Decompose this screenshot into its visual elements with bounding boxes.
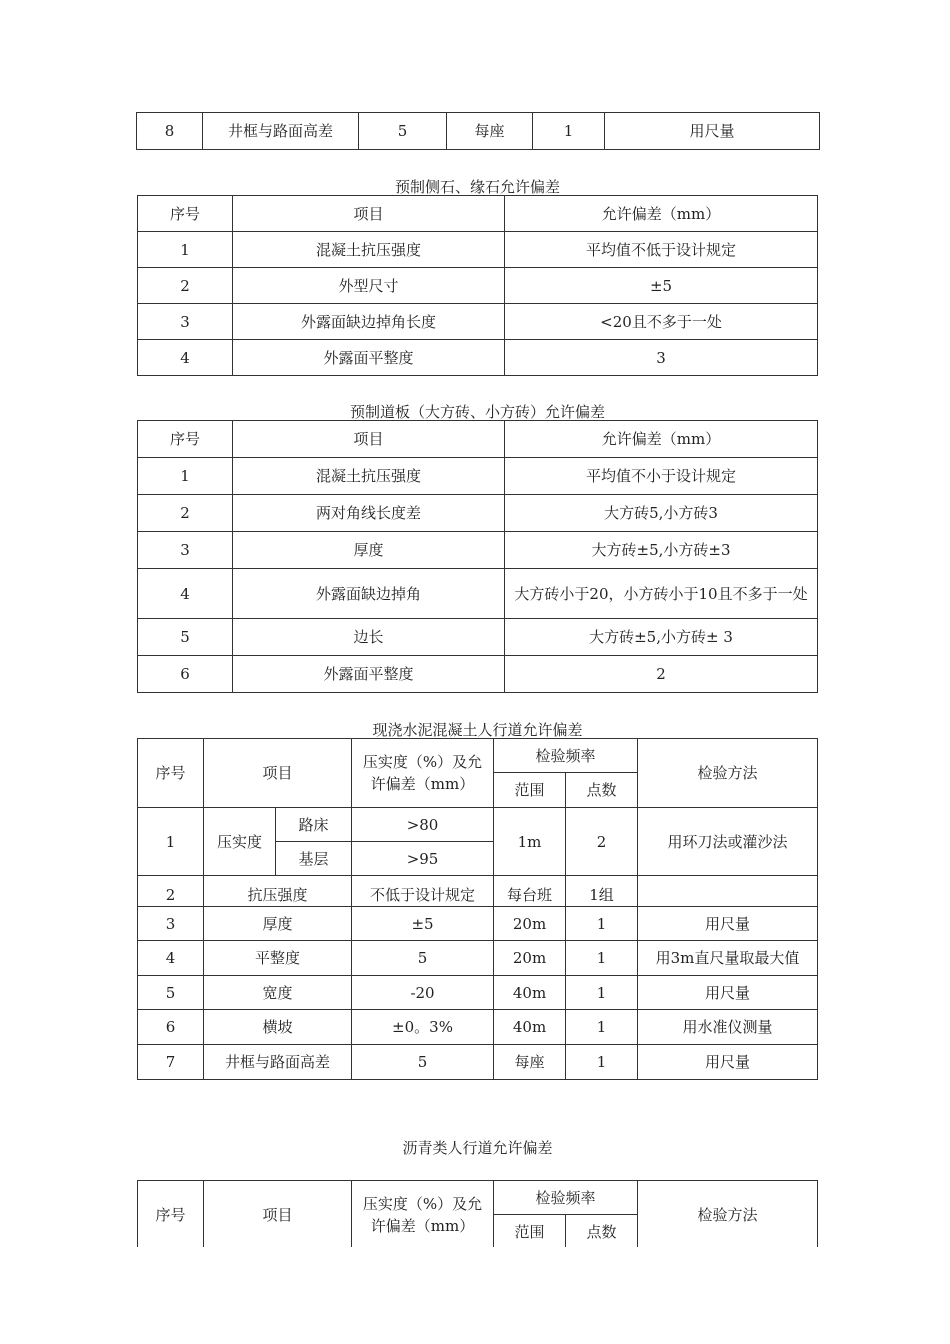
header-tolerance: 允许偏差（mm） (505, 196, 818, 232)
header-points: 点数 (566, 773, 638, 808)
table-row: 1 混凝土抗压强度 平均值不小于设计规定 (138, 458, 818, 495)
header-method: 检验方法 (638, 739, 818, 808)
cell-value: 5 (359, 113, 447, 150)
header-item: 项目 (233, 421, 505, 458)
table-row: 3 厚度 ±5 20m 1 用尺量 (138, 907, 818, 941)
header-item: 项目 (204, 739, 352, 808)
header-scope: 范围 (494, 773, 566, 808)
table-row: 5 边长 大方砖±5,小方砖± 3 (138, 619, 818, 656)
table-row: 5 宽度 -20 40m 1 用尺量 (138, 976, 818, 1010)
header-method: 检验方法 (638, 1181, 818, 1250)
table-row: 7 井框与路面高差 5 每座 1 用尺量 (138, 1045, 818, 1080)
top-row-table (136, 112, 820, 150)
table-row: 4 外露面平整度 3 (138, 340, 818, 376)
header-no: 序号 (138, 739, 204, 808)
table-row: 2 抗压强度 不低于设计规定 每台班 1组 (138, 881, 818, 907)
table3-title: 现浇水泥混凝土人行道允许偏差 (372, 721, 583, 739)
table-row: 6 横坡 ±0。3% 40m 1 用水准仪测量 (138, 1010, 818, 1045)
cell-method: 用尺量 (605, 113, 820, 150)
table2-title: 预制道板（大方砖、小方砖）允许偏差 (349, 403, 605, 421)
header-item: 项目 (233, 196, 505, 232)
table2 (137, 420, 818, 693)
table-row: 6 外露面平整度 2 (138, 656, 818, 693)
header-points: 点数 (566, 1215, 638, 1250)
table4-title: 沥青类人行道允许偏差 (402, 1139, 553, 1157)
table-row: 2 外型尺寸 ±5 (138, 268, 818, 304)
table-row: 2 两对角线长度差 大方砖5,小方砖3 (138, 495, 818, 532)
table-row: 4 平整度 5 20m 1 用3m直尺量取最大值 (138, 941, 818, 976)
table1-title: 预制侧石、缘石允许偏差 (394, 178, 560, 196)
header-frequency: 检验频率 (494, 1181, 638, 1215)
table4 (137, 1180, 818, 1250)
table-row: 1 混凝土抗压强度 平均值不低于设计规定 (138, 232, 818, 268)
header-tolerance: 压实度（%）及允许偏差（mm） (352, 739, 494, 808)
cell-item: 井框与路面高差 (203, 113, 359, 150)
header-no: 序号 (138, 421, 233, 458)
header-tolerance: 压实度（%）及允许偏差（mm） (352, 1181, 494, 1250)
table-row: 3 厚度 大方砖±5,小方砖±3 (138, 532, 818, 569)
header-scope: 范围 (494, 1215, 566, 1250)
header-no: 序号 (138, 196, 233, 232)
cell-no: 8 (137, 113, 203, 150)
header-tolerance: 允许偏差（mm） (505, 421, 818, 458)
table3: 序号 项目 压实度（%）及允许偏差（mm） 检验频率 检验方法 范围 点数 1 压实度 路床 >80 1m 2 用环刀法或灌沙法 基层 >95 2 抗压强度 不低于设计规定 每台班 1组 3 厚度 ±5 20m 1 用尺量 4 平整度 5 20m 1 用3m直尺量取最大值 5 宽度 -20 40m 1 用尺量 6 横坡 ±0。3% 40m 1 用水准仪测量 7 井框与路面高差 5 每座 1 用尺量 (137, 738, 818, 1080)
table-row: 3 外露面缺边掉角长度 <20且不多于一处 (138, 304, 818, 340)
cell-points: 1 (533, 113, 605, 150)
table-row: 1 压实度 路床 >80 1m 2 用环刀法或灌沙法 (138, 808, 818, 842)
header-frequency: 检验频率 (494, 739, 638, 773)
table-row: 4 外露面缺边掉角 大方砖小于20，小方砖小于10且不多于一处 (138, 569, 818, 619)
page-bottom-mask (0, 1247, 950, 1344)
header-no: 序号 (138, 1181, 204, 1250)
cell-scope: 每座 (447, 113, 533, 150)
table1 (137, 195, 818, 376)
header-item: 项目 (204, 1181, 352, 1250)
